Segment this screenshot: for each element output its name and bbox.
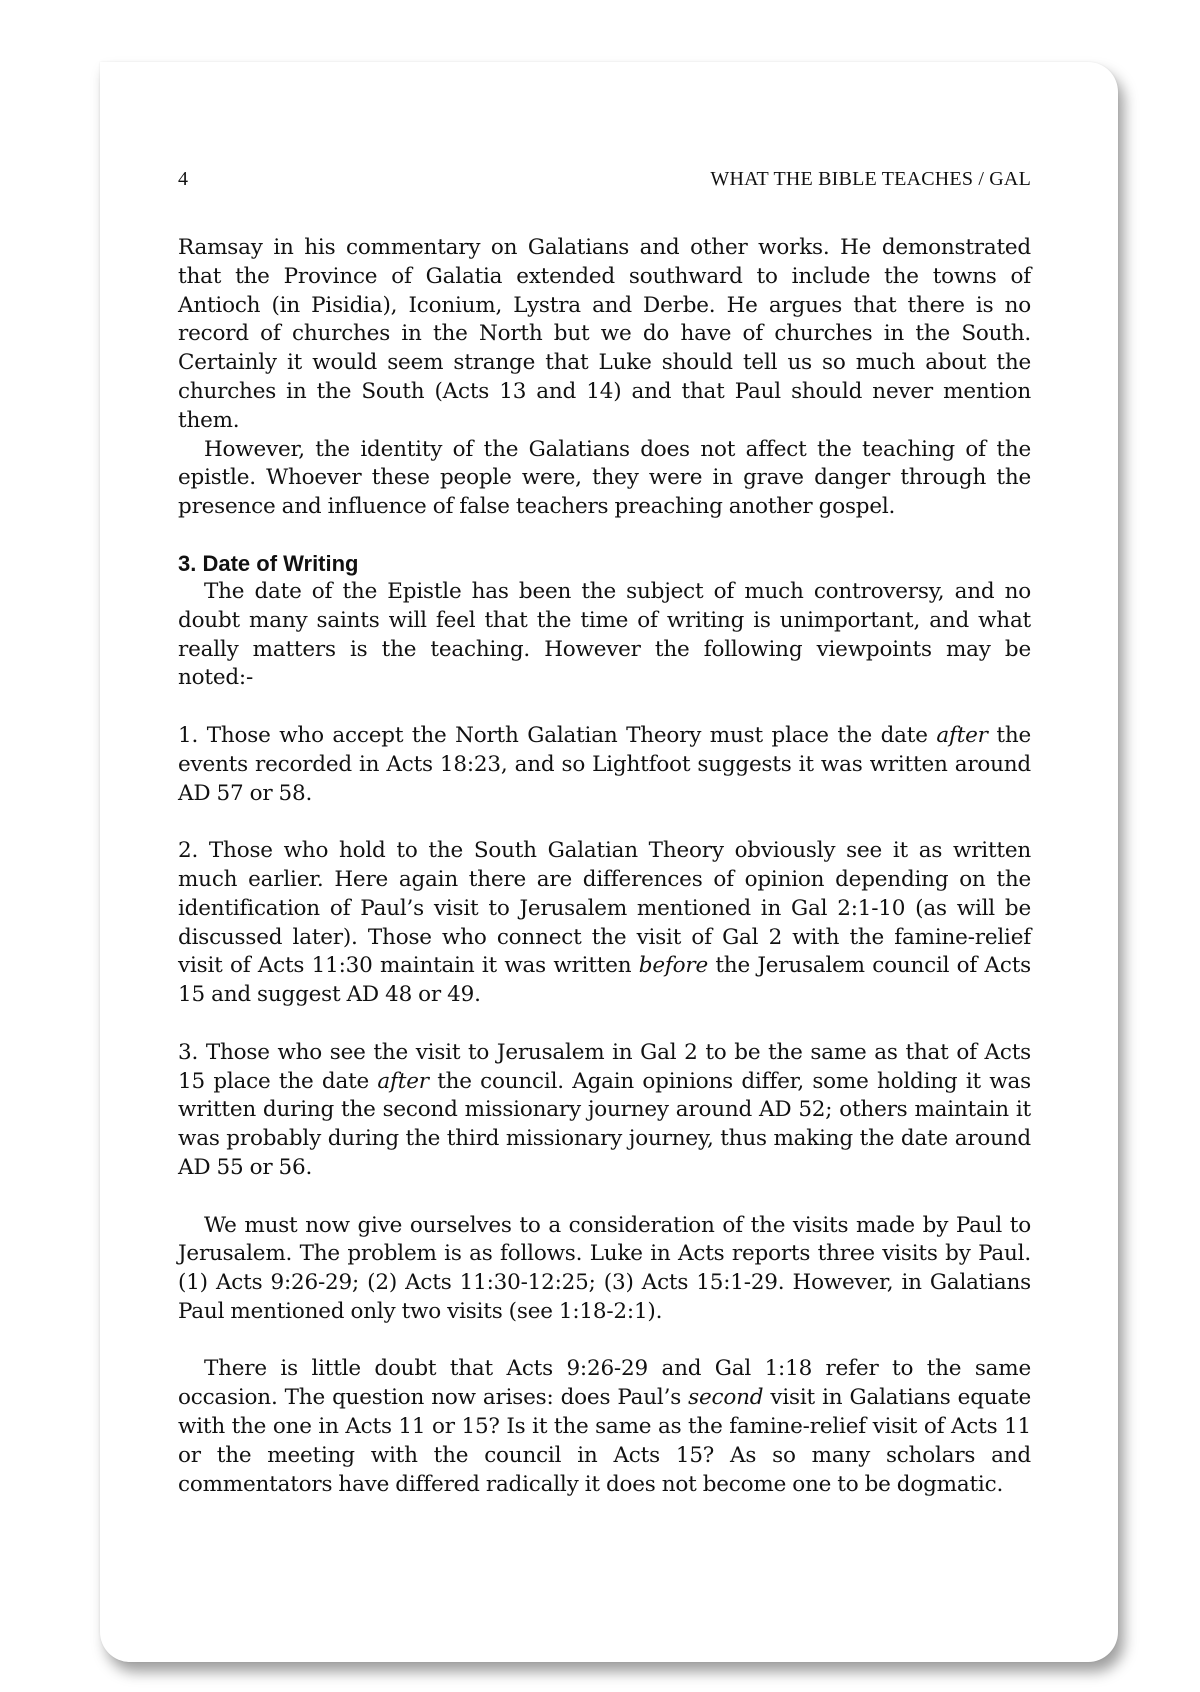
running-header [178, 168, 1031, 192]
emphasis-before: before [638, 953, 708, 979]
paragraph-viewpoint-3: 3. Those who see the visit to Jerusalem in Gal 2 to be the same as that of Acts 15 place the date after the council. Again opinions differ, some holding it was written during the second missionary journey around AD 52; others maintain it was probably during the third missionary journey, thus making the date around AD 55 or 56. [178, 1039, 1031, 1180]
paragraph-date-intro: The date of the Epistle has been the subject of much controversy, and no doubt many saints will feel that the time of writing is unimportant, and what really matters is the teaching. However the following viewpoints may be noted:- [178, 578, 1031, 691]
paragraph-ramsay: Ramsay in his commentary on Galatians and other works. He demonstrated that the Province of Galatia extended southward to include the towns of Antioch (in Pisidia), Iconium, Lystra and Derbe. He argues that there is no record of churches in the North but we do have of churches in the South. Certainly it would seem strange that Luke should tell us so much about the churches in the South (Acts 13 and 14) and that Paul should never mention them. [178, 235, 1031, 433]
paragraph-identity: However, the identity of the Galatians does not affect the teaching of the epistle. Whoever these people were, they were in grave danger through the presence and influence of false teachers preaching another gospel. [178, 436, 1031, 520]
emphasis-after: after [936, 722, 988, 748]
paragraph-second-visit: There is little doubt that Acts 9:26-29 and Gal 1:18 refer to the same occasion. The question now arises: does Paul’s second visit in Galatians equate with the one in Acts 11 or 15? Is it the same as the famine-relief visit of Acts 11 or the meeting with the council in Acts 15? As so many scholars and commentators have differed radically it does not become one to be dogmatic. [178, 1356, 1031, 1497]
emphasis-second: second [688, 1385, 764, 1411]
document-page [100, 62, 1118, 1662]
emphasis-after: after [377, 1068, 429, 1094]
paragraph-visits: We must now give ourselves to a consideration of the visits made by Paul to Jerusalem. The problem is as follows. Luke in Acts reports three visits by Paul. (1) Acts 9:26-29; (2) Acts 11:30-12:25; (3) Acts 15:1-29. However, in Galatians Paul mentioned only two visits (see 1:18-2:1). [178, 1212, 1031, 1324]
page-number: 4 [178, 168, 188, 190]
paragraph-viewpoint-2: 2. Those who hold to the South Galatian Theory obviously see it as written much earlier. Here again there are differences of opinion depending on the identification of Paul’s visit to Jerusalem mentioned in Gal 2:1-10 (as will be discussed later). Those who connect the visit of Gal 2 with the famine-relief visit of Acts 11:30 maintain it was written before the Jerusalem council of Acts 15 and suggest AD 48 or 49. [178, 838, 1031, 1008]
body-text [178, 234, 1031, 1499]
section-heading-date-of-writing: 3. Date of Writing [178, 550, 359, 576]
running-header-title: WHAT THE BIBLE TEACHES / GAL [710, 168, 1031, 190]
paragraph-viewpoint-1: 1. Those who accept the North Galatian Theory must place the date after the events recorded in Acts 18:23, and so Lightfoot suggests it was written around AD 57 or 58. [178, 722, 1031, 806]
